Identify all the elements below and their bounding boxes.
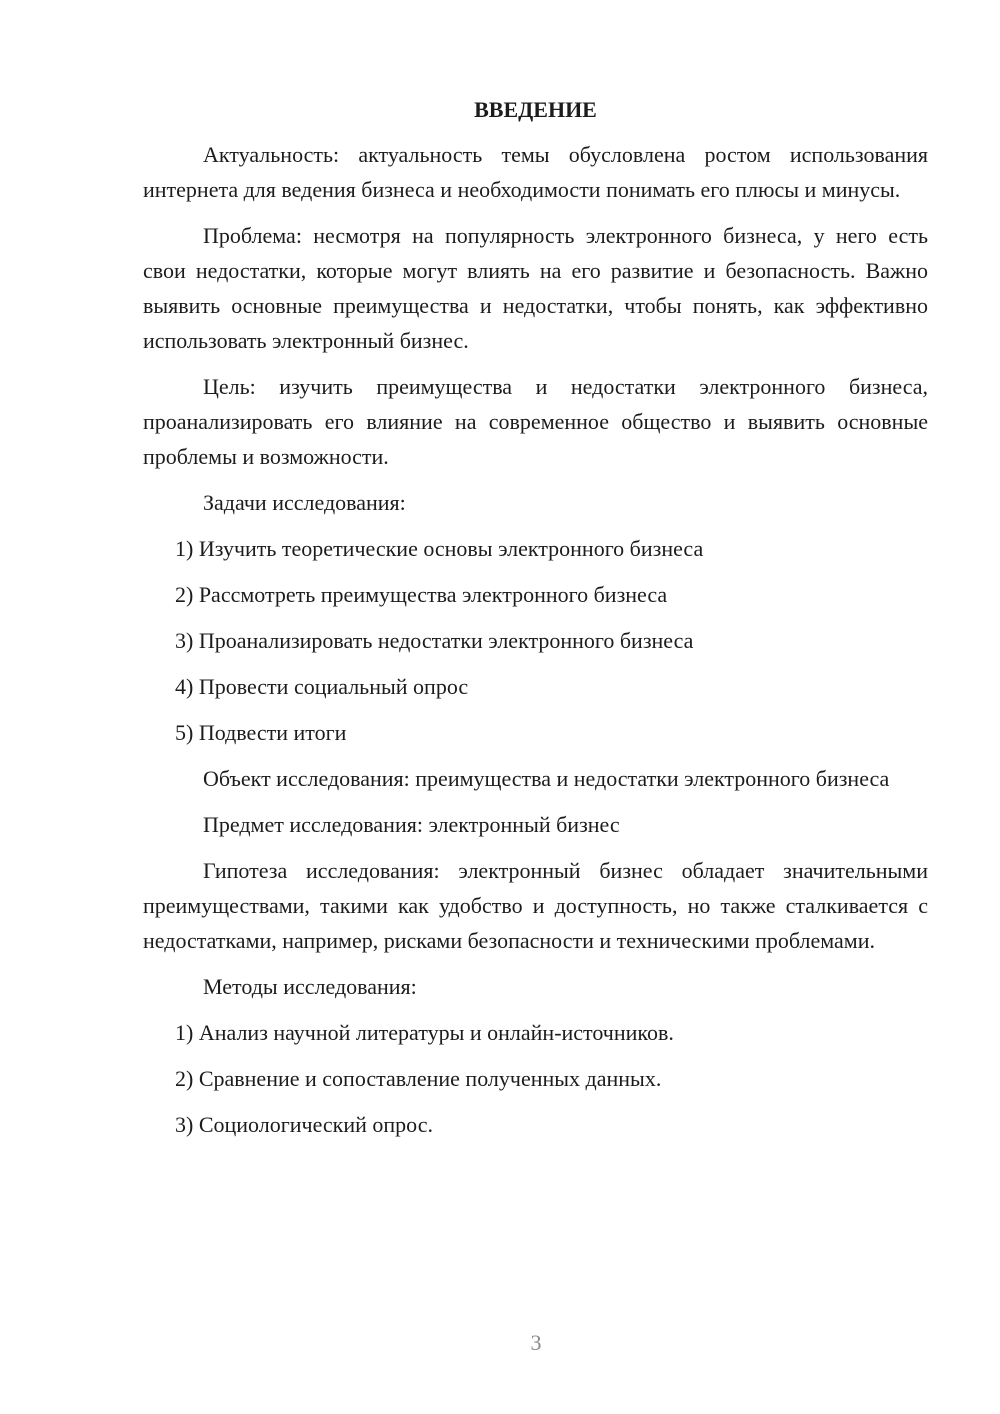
list-item: 5) Подвести итоги <box>175 720 347 745</box>
paragraph-object: Объект исследования: преимущества и недостатки электронного бизнеса <box>203 766 890 791</box>
paragraph-problem: Проблема: несмотря на популярность электронного бизнеса, у него есть свои недостатки, которые могут влиять на его развитие и безопасность. Важно выявить основные преимущества и недостатки, чтобы понять, как эффективно использовать электронный бизнес. <box>143 223 928 353</box>
tasks-heading: Задачи исследования: <box>203 490 406 515</box>
list-item: 1) Анализ научной литературы и онлайн-источников. <box>175 1020 674 1045</box>
paragraph-goal: Цель: изучить преимущества и недостатки электронного бизнеса, проанализировать его влияние на современное общество и выявить основные проблемы и возможности. <box>143 374 928 469</box>
page-number: 3 <box>530 1330 542 1355</box>
list-item: 3) Проанализировать недостатки электронного бизнеса <box>175 628 694 653</box>
paragraph-relevance: Актуальность: актуальность темы обусловлена ростом использования интернета для ведения бизнеса и необходимости понимать его плюсы и минусы. <box>143 142 928 202</box>
list-item: 3) Социологический опрос. <box>175 1112 433 1137</box>
list-item: 2) Рассмотреть преимущества электронного бизнеса <box>175 582 668 607</box>
methods-heading: Методы исследования: <box>203 974 417 999</box>
page-content <box>143 92 928 1153</box>
paragraph-subject: Предмет исследования: электронный бизнес <box>203 812 620 837</box>
section-title: ВВЕДЕНИЕ <box>474 97 597 122</box>
paragraph-hypothesis: Гипотеза исследования: электронный бизнес обладает значительными преимуществами, такими как удобство и доступность, но также сталкивается с недостатками, например, рисками безопасности и техническими проблемами. <box>143 858 928 953</box>
list-item: 2) Сравнение и сопоставление полученных данных. <box>175 1066 662 1091</box>
methods-list <box>143 1015 928 1142</box>
list-item: 1) Изучить теоретические основы электронного бизнеса <box>175 536 704 561</box>
list-item: 4) Провести социальный опрос <box>175 674 469 699</box>
tasks-list <box>143 531 928 750</box>
